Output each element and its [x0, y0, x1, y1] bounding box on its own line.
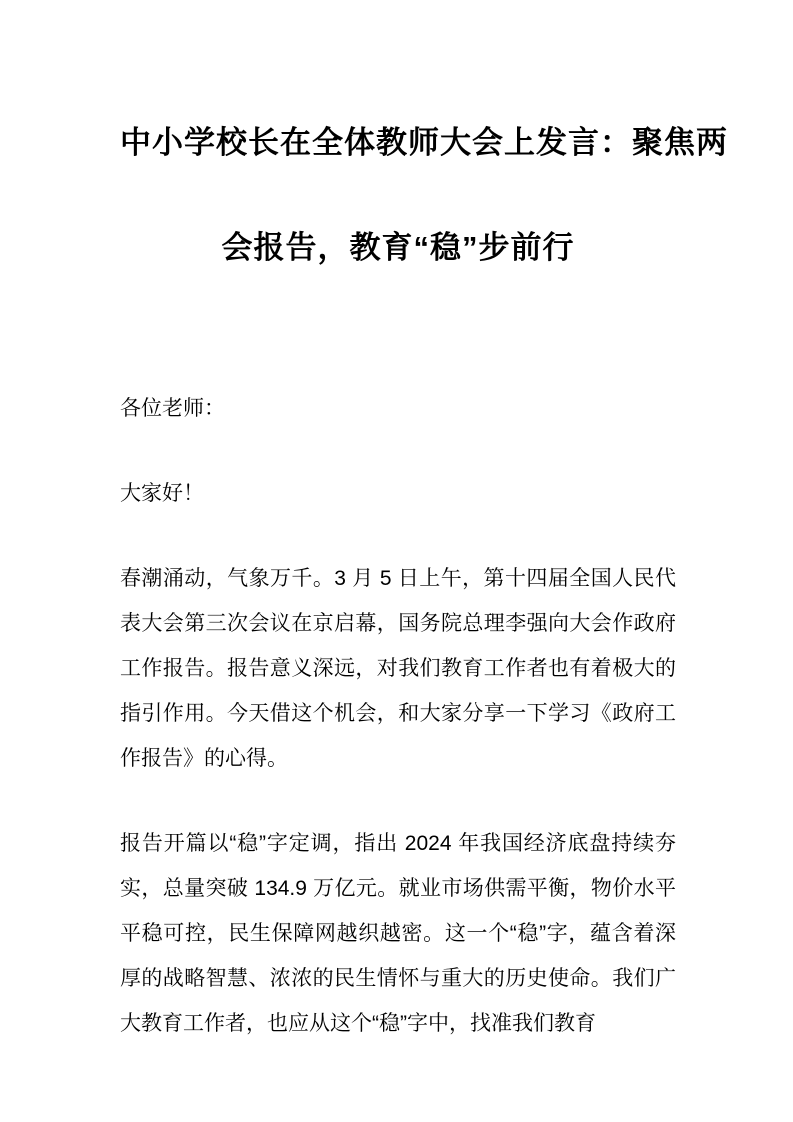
body-paragraph-1: 春潮涌动，气象万千。3 月 5 日上午，第十四届全国人民代表大会第三次会议在京启幕，国务院总理李强向大会作政府工作报告。报告意义深远，对我们教育工作者也有着极大的指引作用。今天借这个机会，和大家分享一下学习《政府工作报告》的心得。	[120, 567, 676, 770]
document-title	[120, 90, 728, 300]
greeting-paragraph: 大家好！	[120, 482, 204, 505]
body-paragraph-2: 报告开篇以“稳”字定调，指出 2024 年我国经济底盘持续夯实，总量突破 134.9 万亿元。就业市场供需平衡，物价水平平稳可控，民生保障网越织越密。这一个“稳”字，蕴含着深厚的战略智慧、浓浓的民生情怀与重大的历史使命。我们广大教育工作者，也应从这个“稳”字中，找准我们教育	[120, 832, 676, 1035]
document-title-line-2: 会报告，教育“稳”步前行	[221, 230, 575, 265]
document-title-line-1: 中小学校长在全体教师大会上发言：聚焦两	[120, 125, 728, 160]
salutation-paragraph: 各位老师：	[120, 397, 225, 420]
